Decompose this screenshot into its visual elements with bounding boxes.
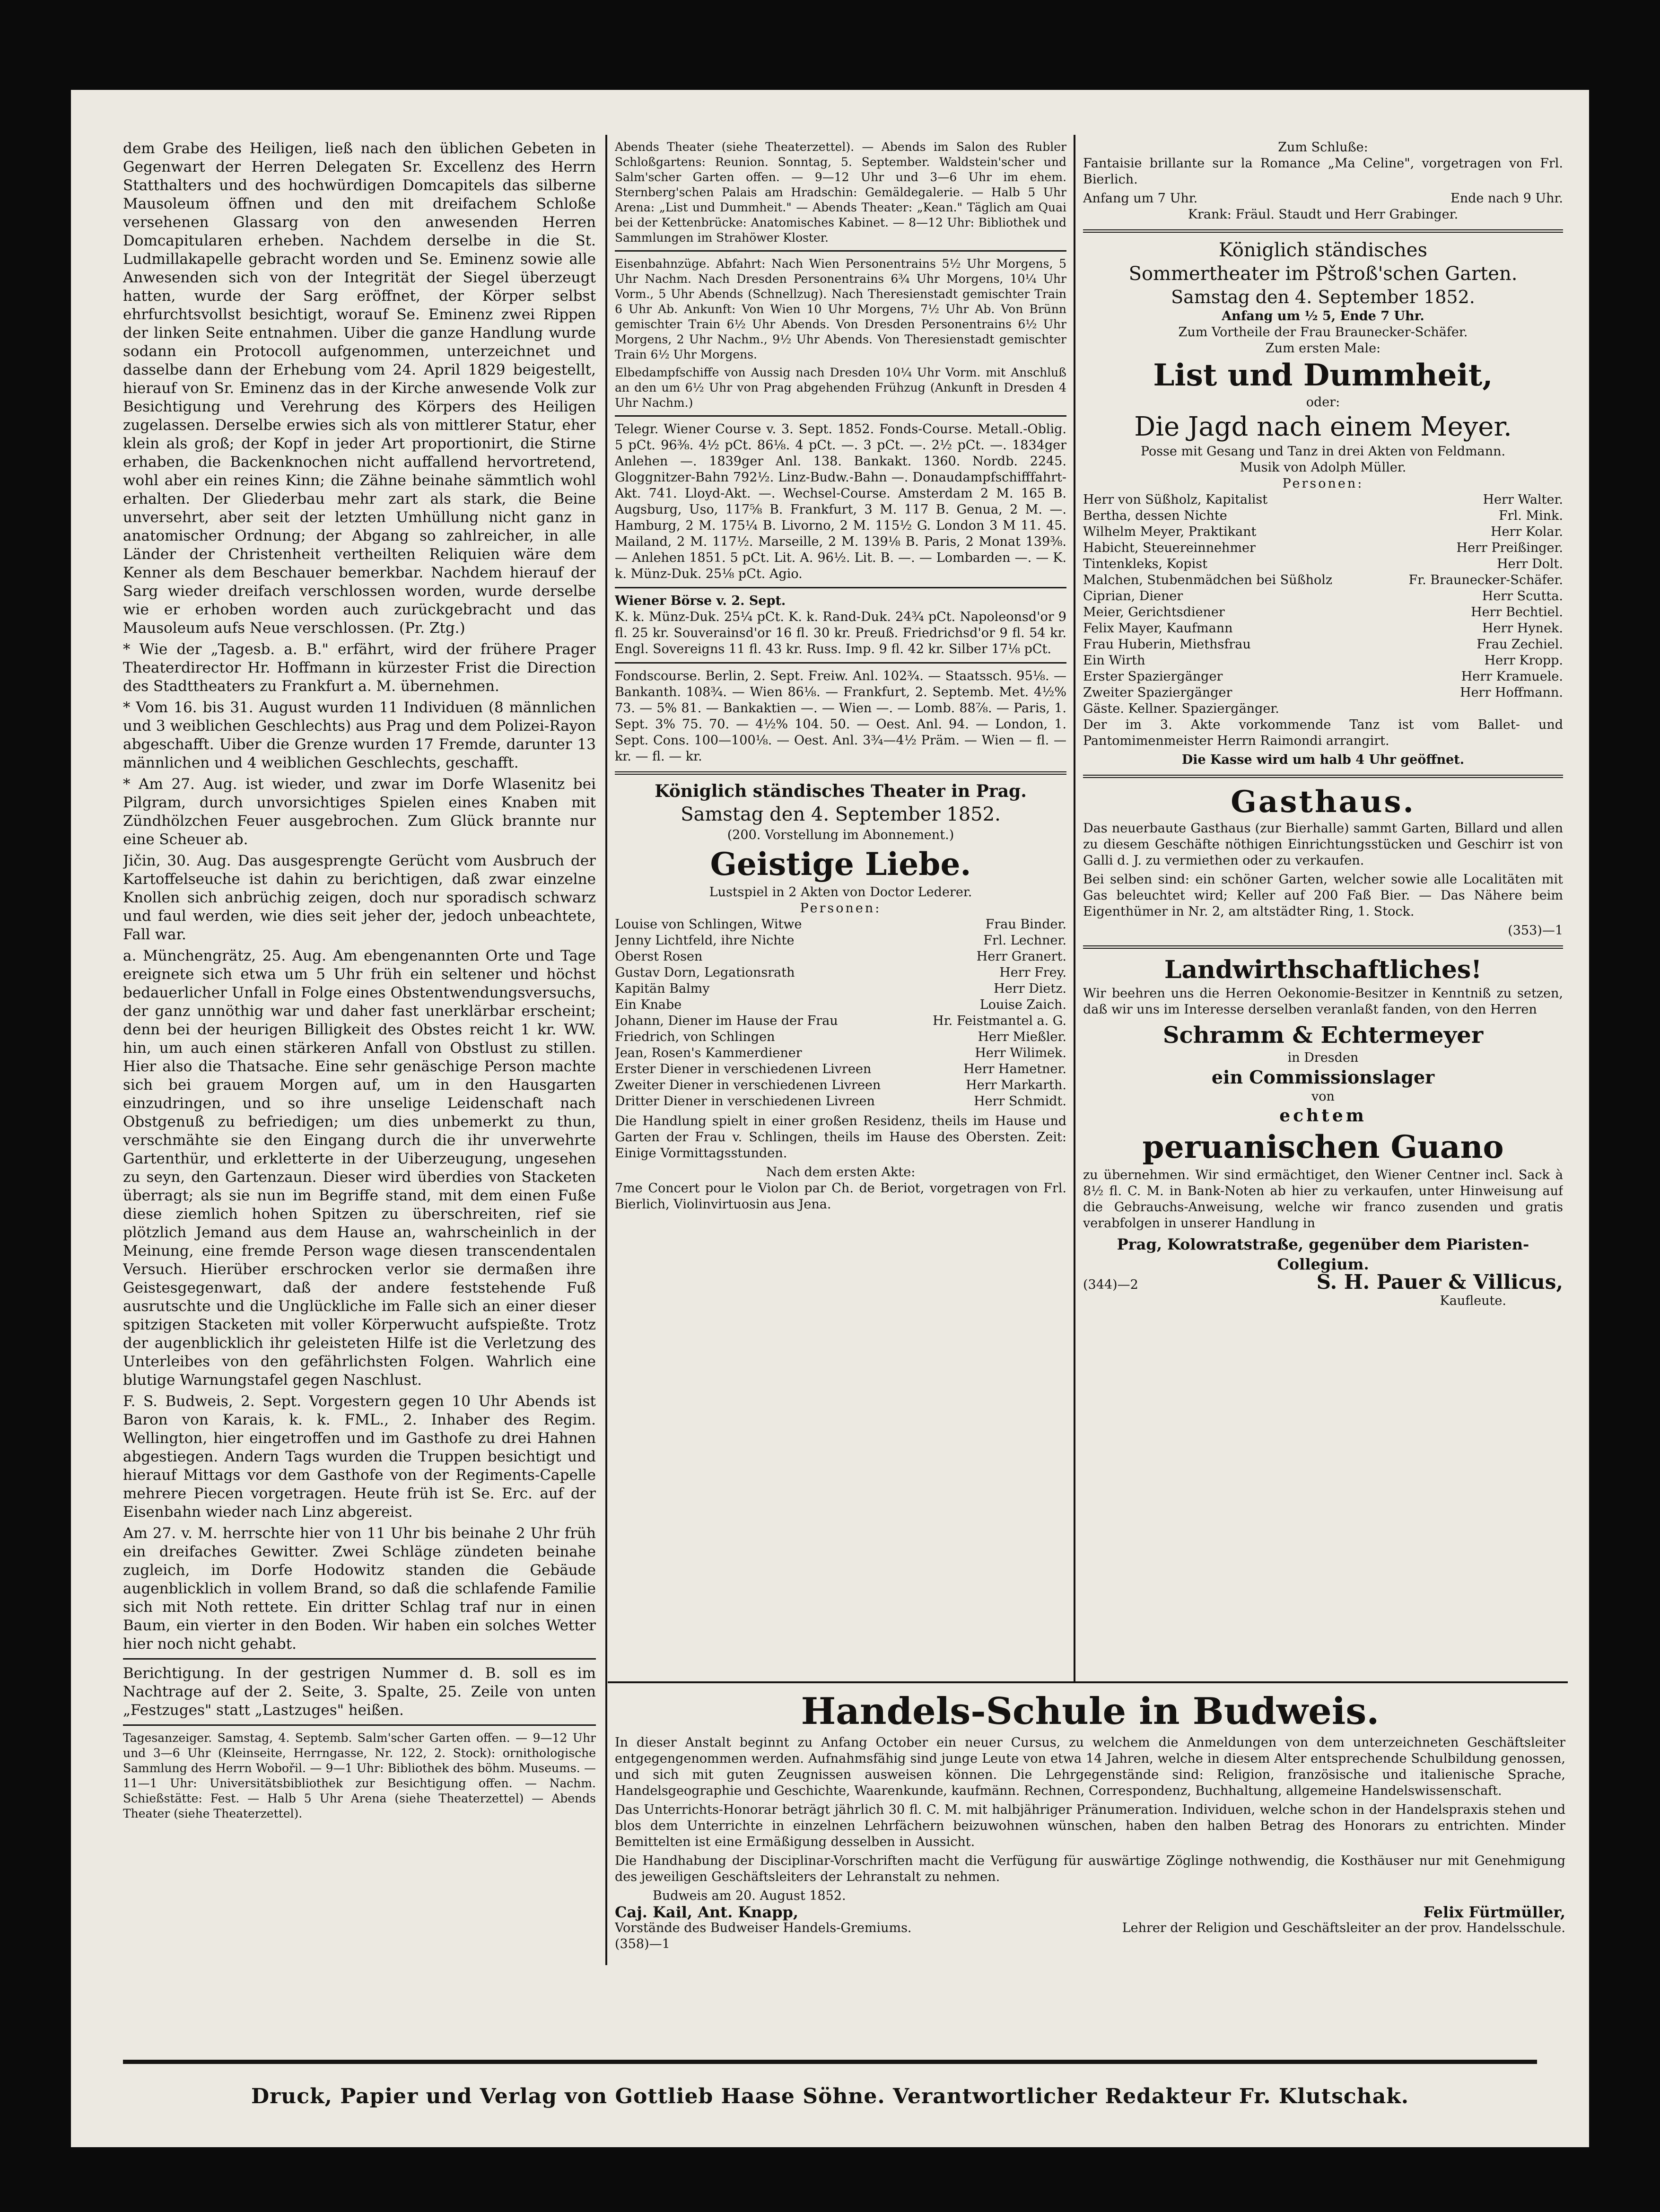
cast-row <box>1083 556 1563 572</box>
sommer-title: Königlich ständisches <box>1218 239 1427 261</box>
cast-role: Ciprian, Diener <box>1083 589 1183 603</box>
play-note: Die Handlung spielt in einer großen Residenz, theils im Hause und Garten der Frau v. Schlingen, theils im Hause des Obersten. Zeit: Einige Vormittagsstunden. <box>615 1114 1066 1161</box>
cast-role: Habicht, Steuereinnehmer <box>1083 541 1256 555</box>
column-1 <box>123 140 596 2055</box>
sommer-time: Anfang um ½ 5, Ende 7 Uhr. <box>1222 309 1424 323</box>
concert: 7me Concert pour le Violon par Ch. de Beriot, vorgetragen von Frl. Bierlich, Violinvirtuosin aus Jena. <box>615 1181 1066 1212</box>
double-divider <box>1083 773 1563 778</box>
divider <box>615 415 1066 417</box>
cast-row <box>1083 669 1563 685</box>
cast-role: Gustav Dorn, Legationsrath <box>615 965 795 980</box>
article-feuer: * Am 27. Aug. ist wieder, und zwar im Dorfe Wlasenitz bei Pilgram, durch unvorsichtiges Spielen eines Knaben mit Zündhölzchen Feuer ausgebrochen. Zum Glück brannte nur eine Scheuer ab. <box>123 776 596 848</box>
krank: Krank: Fräul. Staudt und Herr Grabinger. <box>1188 207 1459 222</box>
handels-title: Handels-Schule in Budweis. <box>801 1690 1380 1733</box>
erstes-mal: Zum ersten Male: <box>1265 341 1381 356</box>
cast-actor: Herr Frey. <box>999 965 1066 980</box>
handels-number: (358)—1 <box>615 1937 670 1951</box>
sig-left-names: Caj. Kail, Ant. Knapp, <box>615 1903 799 1921</box>
cast-row <box>1083 604 1563 621</box>
cast-actor: Herr Dietz. <box>994 981 1066 996</box>
cast-role: Jean, Rosen's Kammerdiener <box>615 1046 802 1060</box>
nach-akt: Nach dem ersten Akte: <box>766 1165 916 1180</box>
column-rule-left <box>605 135 607 1965</box>
gasthaus-text-2: Bei selben sind: ein schöner Garten, welcher sowie alle Localitäten mit Gas beleuchtet wird; Keller auf 200 Faß Bier. — Das Nähere beim Eigenthümer in Nr. 2, am altstädter Ring, 1. Stock. <box>1083 872 1563 919</box>
cast-actor: Herr Hametner. <box>963 1062 1066 1076</box>
cast-row <box>1083 492 1563 508</box>
cast-role: Ein Wirth <box>1083 653 1145 668</box>
sommer-benefit: Zum Vortheile der Frau Braunecker-Schäfer. <box>1178 325 1468 340</box>
cast-row <box>1083 685 1563 701</box>
cast-actor: Herr Kropp. <box>1484 653 1563 668</box>
cast-row <box>1083 508 1563 524</box>
theater-date: Samstag den 4. September 1852. <box>681 804 1001 825</box>
cast-row <box>615 933 1066 949</box>
cast-row <box>615 965 1066 981</box>
cast-actor: Herr Scutta. <box>1482 589 1563 603</box>
column-2 <box>615 140 1066 1679</box>
cast-actor: Herr Hynek. <box>1482 621 1563 636</box>
tagesanzeiger: Tagesanzeiger. Samstag, 4. Septemb. Salm'scher Garten offen. — 9—12 Uhr und 3—6 Uhr (Kleinseite, Herrngasse, Nr. 122, 2. Stock): ornithologische Sammlung des Herrn Wobořil. — 9—1 Uhr: Bibliothek des böhm. Museums. — 11—1 Uhr: Universitätsbibliothek zur Besichtigung offen. — Nachm. Schießstätte: Fest. — Halb 5 Uhr Arena (siehe Theaterzettel) — Abends Theater (siehe Theaterzettel). <box>123 1731 596 1820</box>
kaufleute: Kaufleute. <box>1440 1294 1506 1308</box>
sig-right-name: Felix Fürtmüller, <box>1423 1903 1565 1921</box>
cast-row <box>1083 588 1563 604</box>
double-divider <box>615 769 1066 775</box>
cast-actor: Herr Wilimek. <box>975 1046 1066 1060</box>
cast-row <box>1083 637 1563 653</box>
double-divider <box>1083 944 1563 949</box>
fondscourse: Fondscourse. Berlin, 2. Sept. Freiw. Anl. 102¾. — Staatssch. 95⅛. — Bankanth. 108¾. — Wien 86⅛. — Frankfurt, 2. Septemb. Met. 4½% 73. — 5% 81. — Bankaktien —. — Wien —. — Lomb. 88⅞. — Paris, 1. Sept. 3% 75. 70. — 4½% 104. 50. — Oest. Anl. 94. — London, 1. Sept. Cons. 100—100⅛. — Oest. Anl. 3¾—4½ Präm. — Wien — fl. — kr. — fl. — kr. <box>615 669 1066 764</box>
article-theater-direktor: * Wie der „Tagesb. a. B." erfährt, wird der frühere Prager Theaterdirector Hr. Hoffmann in kürzester Frist die Direction des Stadttheaters zu Frankfurt a. M. übernehmen. <box>123 641 596 695</box>
article-gewitter: Am 27. v. M. herrschte hier von 11 Uhr bis beinahe 2 Uhr früh ein dreifaches Gewitter. Zwei Schläge zündeten beinahe zugleich, im Dorfe Hodowitz standen die Gebäude augenblicklich in vollem Brand, so daß die schlafende Familie sich mit Noth rettete. Ein dritter Schlag traf nur in einen Baum, ein vierter in den Boden. Wir haben ein solches Wetter hier noch nicht gehabt. <box>123 1525 596 1652</box>
cast-role: Friedrich, von Schlingen <box>615 1030 775 1044</box>
handels-p3: Die Handhabung der Disciplinar-Vorschriften macht die Verfügung für auswärtige Zöglinge nothwendig, die Kosthäuser nur mit Genehmigung des jeweiligen Geschäftsleiters der Lehranstalt zu nehmen. <box>615 1854 1565 1884</box>
theater-title: Königlich ständisches Theater in Prag. <box>655 781 1027 801</box>
cast-row <box>1083 540 1563 556</box>
sig-right-title: Lehrer der Religion und Geschäftsleiter an der prov. Handelsschule. <box>1122 1921 1565 1935</box>
pauer-number: (344)—2 <box>1083 1277 1138 1292</box>
cast-row <box>1083 621 1563 637</box>
in-dresden: in Dresden <box>1287 1050 1359 1065</box>
wiener-boerse: K. k. Münz-Duk. 25¼ pCt. K. k. Rand-Duk. 24¾ pCt. Napoleonsd'or 9 fl. 25 kr. Souverainsd'or 16 fl. 30 kr. Preuß. Friedrichsd'or 9 fl. 54 kr. Engl. Sovereigns 11 fl. 43 kr. Russ. Imp. 9 fl. 42 kr. Silber 17⅛ pCt. <box>615 610 1066 656</box>
cast-row <box>1083 572 1563 588</box>
cast-role: Bertha, dessen Nichte <box>1083 508 1227 523</box>
column-rule-right <box>1074 135 1075 1681</box>
cast-role: Dritter Diener in verschiedenen Livreen <box>615 1094 875 1109</box>
article-reliquien: dem Grabe des Heiligen, ließ nach den üblichen Gebeten in Gegenwart der Herren Delegaten Sr. Excellenz des Herrn Statthalters und des hochwürdigen Domcapitels das silberne Mausoleum öffnen und den mit dreifachem Schloße versehenen Glassarg von den anwesenden Herren Domcapitularen erheben. Nachdem derselbe in die St. Ludmillakapelle gebracht worden und Se. Eminenz sowie alle Anwesenden sich von der Integrität der Siegel überzeugt hatten, wurde der Sarg eröffnet, der Körper selbst ehrfurchtsvollst besichtigt, worauf Se. Eminenz zwei Rippen der linken Seite entnahmen. Uiber die ganze Handlung wurde sodann ein Protocoll aufgenommen, unterzeichnet und dasselbe dann der Erhebung vom 24. April 1829 beigestellt, hierauf von Sr. Eminenz das in der Kirche anwesende Volk zur Besichtigung und Verehrung des Körpers des Heiligen zugelassen. Derselbe erwies sich als von mittlerer Statur, eher klein als groß; der Kopf in jeder Art proportionirt, die Stirne erhaben, die Backenknochen nicht auffallend hervortretend, wohl aber ein reines Kinn; die Zähne beinahe sämmtlich wohl erhalten. Der Gliederbau mehr zart als stark, die Beine unversehrt, aber seit der letzten Umhüllung nicht ganz in anatomischer Ordnung; der Abgang so zahlreicher, in alle Länder der Christenheit vertheilten Reliquien wäre dem Kenner als dem Beschauer bemerkbar. Nachdem hierauf der Sarg wieder dreifach verschlossen worden, wurde derselbe wie er erhoben worden auch zurückgebracht und das Mausoleum aufs Neue verschlossen. (Pr. Ztg.) <box>123 140 596 637</box>
divider <box>123 1724 596 1726</box>
fantaisie: Fantaisie brillante sur la Romance „Ma Celine", vorgetragen von Frl. Bierlich. <box>1083 156 1563 187</box>
sommer-date: Samstag den 4. September 1852. <box>1171 287 1475 307</box>
double-divider <box>1083 227 1563 233</box>
adresse: Prag, Kolowratstraße, gegenüber dem Piaristen-Collegium. <box>1117 1235 1529 1273</box>
play-title: Geistige Liebe. <box>710 846 971 883</box>
cast-row <box>615 997 1066 1013</box>
cast-actor: Frl. Mink. <box>1498 508 1563 523</box>
cast-role: Meier, Gerichtsdiener <box>1083 605 1225 620</box>
column-3 <box>1083 140 1563 1679</box>
theater-subtitle: (200. Vorstellung im Abonnement.) <box>727 828 954 842</box>
cast-row <box>615 1077 1066 1093</box>
divider <box>615 587 1066 588</box>
cast-actor: Herr Preißinger. <box>1456 541 1563 555</box>
handels-top-rule <box>608 1681 1568 1683</box>
cast-role: Ein Knabe <box>615 997 682 1012</box>
sommer-title-2: Sommertheater im Pštroß'schen Garten. <box>1128 263 1518 285</box>
echtem: echtem <box>1279 1106 1367 1126</box>
guano-title: peruanischen Guano <box>1142 1128 1504 1165</box>
cast-actor: Hr. Feistmantel a. G. <box>933 1014 1066 1028</box>
commission: ein Commissionslager <box>1211 1067 1435 1088</box>
oder: oder: <box>1306 395 1340 410</box>
divider <box>615 662 1066 664</box>
footer-rule-top <box>123 2060 1537 2064</box>
zum-schluss: Zum Schluße: <box>1278 140 1368 155</box>
cast-role: Louise von Schlingen, Witwe <box>615 917 802 932</box>
pauer-name: S. H. Pauer & Villicus, <box>1316 1270 1563 1294</box>
cast-row <box>615 1045 1066 1061</box>
signature-right <box>1109 1904 1565 1952</box>
cast-role: Herr von Süßholz, Kapitalist <box>1083 492 1268 507</box>
cast-row <box>1083 524 1563 540</box>
cast-actor: Fr. Braunecker-Schäfer. <box>1408 573 1563 587</box>
cast-actor: Louise Zaich. <box>979 997 1066 1012</box>
article-abgeschafft: * Vom 16. bis 31. August wurden 11 Individuen (8 männlichen und 3 weiblichen Geschlechts) aus Prag und dem Polizei-Rayon abgeschafft. Uiber die Grenze wurden 17 Fremde, darunter 13 männlichen und 4 weiblichen Geschlechts, geschafft. <box>123 699 596 771</box>
cast-actor: Herr Granert. <box>976 949 1066 964</box>
cast-row <box>615 917 1066 933</box>
signature-left <box>615 1904 1071 1952</box>
play1-title: List und Dummheit, <box>1153 358 1493 393</box>
gaeste: Gäste. Kellner. Spaziergänger. <box>1083 701 1279 716</box>
cast-actor: Herr Mießler. <box>978 1030 1066 1044</box>
cast-row <box>615 949 1066 965</box>
cast-row <box>615 1061 1066 1077</box>
signatures <box>615 1904 1565 1952</box>
cast-role: Oberst Rosen <box>615 949 703 964</box>
cast-role: Kapitän Balmy <box>615 981 710 996</box>
cast-actor: Herr Bechtiel. <box>1471 605 1563 620</box>
cast-actor: Herr Markarth. <box>966 1078 1066 1093</box>
cast-actor: Herr Walter. <box>1483 492 1563 507</box>
tanz-note: Der im 3. Akte vorkommende Tanz ist vom Ballet- und Pantomimenmeister Herrn Raimondi arrangirt. <box>1083 717 1563 748</box>
wiener-boerse-title: Wiener Börse v. 2. Sept. <box>615 594 786 608</box>
cast-role: Erster Diener in verschiedenen Livreen <box>615 1062 872 1076</box>
personen-heading: Personen: <box>800 901 882 916</box>
cast-role: Frau Huberin, Miethsfrau <box>1083 637 1251 652</box>
cast-actor: Herr Hoffmann. <box>1460 685 1563 700</box>
cast-actor: Herr Kolar. <box>1491 525 1563 539</box>
cast-role: Zweiter Spaziergänger <box>1083 685 1232 700</box>
imprint-footer: Druck, Papier und Verlag von Gottlieb Haase Söhne. Verantwortlicher Redakteur Fr. Klutschak. <box>251 2084 1409 2108</box>
cast-row <box>615 1029 1066 1045</box>
cast-actor: Frau Binder. <box>985 917 1066 932</box>
tagesanzeiger-continued: Abends Theater (siehe Theaterzettel). — Abends im Salon des Rubler Schloßgartens: Reunion. Sonntag, 5. September. Waldstein'scher und Salm'scher Garten offen. — 9—12 Uhr und 3—6 Uhr im ehem. Sternberg'schen Palais am Hradschin: Gemäldegalerie. — Halb 5 Uhr Arena: „List und Dummheit." — Abends Theater: „Kean." Täglich am Quai bei der Kettenbrücke: Anatomisches Kabinet. — 8—12 Uhr: Bibliothek und Sammlungen im Strahöwer Kloster. <box>615 140 1066 245</box>
von: von <box>1311 1089 1335 1104</box>
cast-actor: Herr Schmidt. <box>974 1094 1066 1109</box>
anfang: Anfang um 7 Uhr. <box>1083 191 1198 206</box>
cast-row <box>615 1093 1066 1110</box>
cast-role: Tintenkleks, Kopist <box>1083 557 1207 571</box>
eisenbahnzuege: Eisenbahnzüge. Abfahrt: Nach Wien Personentrains 5½ Uhr Morgens, 5 Uhr Nachm. Nach Dresden Personentrains 6¾ Uhr Morgens, 10¼ Uhr Vorm., 5 Uhr Abends (Schnellzug). Nach Theresienstadt gemischter Train 6 Uhr Ab. Ankunft: Von Wien 10 Uhr Morgens, 7½ Uhr Ab. Von Brünn gemischter Train 6½ Uhr Abends. Von Dresden Personentrains 6½ Uhr Morgens, 2 Uhr Nachm., 9½ Uhr Abends. Von Theresienstadt gemischter Train 6½ Uhr Morgens. <box>615 257 1066 361</box>
divider <box>615 250 1066 252</box>
handels-schule <box>615 1688 1565 2057</box>
ende: Ende nach 9 Uhr. <box>1450 191 1563 206</box>
cast-role: Felix Mayer, Kaufmann <box>1083 621 1233 636</box>
gasthaus-title: Gasthaus. <box>1231 784 1415 820</box>
article-jicin: Jičin, 30. Aug. Das ausgesprengte Gerücht vom Ausbruch der Kartoffelseuche ist dahin zu berichtigen, daß zwar einzelne Knollen sich anbrüchig zeigen, doch nur sporadisch schwarz und faul werden, wie dies seit jeher der, jedoch unbeachtete, Fall war. <box>123 852 596 943</box>
cast-actor: Frau Zechiel. <box>1477 637 1563 652</box>
cast-role: Johann, Diener im Hause der Frau <box>615 1014 838 1028</box>
cast-actor: Herr Kramuele. <box>1461 669 1563 684</box>
handels-p2: Das Unterrichts-Honorar beträgt jährlich 30 fl. C. M. mit halbjähriger Pränumeration. Individuen, welche schon in der Handelspraxis stehen und blos dem Unterrichte in einzelnen Lehrfächern beizuwohnen wünschen, haben den halben Betrag des Honorars zu entrichten. Minder Bemittelten ist eine Ermäßigung desselben in Aussicht. <box>615 1802 1565 1849</box>
cast-role: Jenny Lichtfeld, ihre Nichte <box>615 933 795 948</box>
cast-row <box>615 981 1066 997</box>
gasthaus-number: (353)—1 <box>1508 923 1563 938</box>
wiener-course: Telegr. Wiener Course v. 3. Sept. 1852. Fonds-Course. Metall.-Oblig. 5 pCt. 96⅜. 4½ pCt. 86⅛. 4 pCt. —. 3 pCt. —. 2½ pCt. —. 1834ger Anlehen —. 1839ger Anl. 138. Bankakt. 1360. Nordb. 2245. Gloggnitzer-Bahn 792½. Linz-Budw.-Bahn —. Donaudampfschifffahrt-Akt. 741. Lloyd-Akt. —. Wechsel-Course. Amsterdam 2 M. 165 B. Augsburg, Uso, 117⅝ B. Frankfurt, 3 M. 117 B. Genua, 2 M. —. Hamburg, 2 M. 175¼ B. Livorno, 2 M. 115½ G. London 3 M 11. 45. Mailand, 2 M. 117½. Marseille, 2 M. 139⅛ B. Paris, 2 Monat 139⅜. — Anlehen 1851. 5 pCt. Lit. A. 96½. Lit. B. —. — Lombarden —. — K. k. Münz-Duk. 25⅛ pCt. Agio. <box>615 422 1066 581</box>
cast-actor: Frl. Lechner. <box>983 933 1066 948</box>
cast-role: Wilhelm Meyer, Praktikant <box>1083 525 1257 539</box>
guano-text: zu übernehmen. Wir sind ermächtiget, den Wiener Centner incl. Sack à 8½ fl. C. M. in Bank-Noten ab hier zu verkaufen, unter Hinweisung auf die Gebrauchs-Anweisung, welche wir franco zusenden und gratis verabfolgen in unserer Handlung in <box>1083 1168 1563 1231</box>
sig-left-title: Vorstände des Budweiser Handels-Gremiums. <box>615 1921 912 1935</box>
kasse: Die Kasse wird um halb 4 Uhr geöffnet. <box>1181 752 1465 767</box>
cast-role: Malchen, Stubenmädchen bei Süßholz <box>1083 573 1333 587</box>
handels-date: Budweis am 20. August 1852. <box>653 1889 846 1903</box>
cast-row <box>1083 653 1563 669</box>
play2-subtitle: Posse mit Gesang und Tanz in drei Akten von Feldmann. <box>1140 444 1506 459</box>
pauer-row <box>1083 1270 1563 1294</box>
article-budweis: F. S. Budweis, 2. Sept. Vorgestern gegen 10 Uhr Abends ist Baron von Karais, k. k. FML., 2. Inhaber des Regim. Wellington, hier eingetroffen und im Gasthofe zu drei Hahnen abgestiegen. Andern Tags wurden die Truppen besichtigt und hierauf Mittags vor dem Gasthofe von der Regiments-Capelle mehrere Piecen vorgetragen. Heute früh ist Se. Erc. auf der Eisenbahn wieder nach Linz abgereist. <box>123 1393 596 1521</box>
handels-p1: In dieser Anstalt beginnt zu Anfang October ein neuer Cursus, zu welchem die Anmeldungen von dem unterzeichneten Geschäftsleiter entgegengenommen werden. Aufnahmsfähig sind junge Leute von etwa 14 Jahren, welche in diesem Alter entsprechende Schulbildung genossen, und sich mit guten Zeugnissen ausweisen können. Die Lehrgegenstände sind: Religion, französische und italienische Sprache, Handelsgeographie und Geschichte, Waarenkunde, kaufmänn. Rechnen, Correspondenz, Buchhaltung, allgemeine Handelswissenschaft. <box>615 1735 1565 1798</box>
landw-text: Wir beehren uns die Herren Oekonomie-Besitzer in Kenntniß zu setzen, daß wir uns im Interesse derselben veranlaßt fanden, von den Herren <box>1083 986 1563 1017</box>
gasthaus-text: Das neuerbaute Gasthaus (zur Bierhalle) sammt Garten, Billard und allen zu diesem Geschäfte nöthigen Einrichtungsstücken und Geschirr ist von Galli d. J. zu vermiethen oder zu verkaufen. <box>1083 821 1563 868</box>
divider <box>123 1658 596 1660</box>
play2-title: Die Jagd nach einem Meyer. <box>1134 411 1512 442</box>
newspaper-page <box>71 90 1589 2147</box>
anfang-ende-row <box>1083 191 1563 207</box>
cast-role: Zweiter Diener in verschiedenen Livreen <box>615 1078 881 1093</box>
landw-title: Landwirthschaftliches! <box>1164 955 1482 984</box>
firma-name: Schramm & Echtermeyer <box>1162 1022 1484 1049</box>
play-subtitle: Lustspiel in 2 Akten von Doctor Lederer. <box>709 885 972 900</box>
cast-table <box>1083 492 1563 701</box>
personen-heading: Personen: <box>1282 476 1364 491</box>
musik: Musik von Adolph Müller. <box>1240 460 1407 475</box>
article-muenchengraetz: a. Münchengrätz, 25. Aug. Am ebengenannten Orte und Tage ereignete sich etwa um 5 Uhr früh ein seltener und höchst bedauerlicher Unfall in Folge eines Obstentwendungsversuchs, der ganz unnöthig war und daher fast unerklärbar erscheint; denn bei der heurigen Billigkeit des Obstes reicht 1 kr. WW. hin, um auch einen stärkeren Anfall von Obstlust zu stillen. Hier also die Thatsache. Eine sehr genäschige Person machte sich bei grauem Morgen auf, um in den Hausgarten einzudringen, und so ihre unselige Leidenschaft nach Obstgenuß zu befriedigen; um dies unbemerkt zu thun, verschmähte sie den Eingang durch die ihr unverwehrte Gartenthür, und erkletterte in der Uiberzeugung, ungesehen zu seyn, den Gartenzaun. Dieser wird überdies von Stacketen überragt; als sie nun im Begriffe stand, mit dem einen Fuße diese ziemlich hohen Spitzen zu überschreiten, rief sie plötzlich Jemand aus dem Hause an, wahrscheinlich in der Meinung, eine fremde Person wage diesen transcendentalen Versuch. Hierüber erschrocken verlor sie dermaßen ihre Geistesgegenwart, daß der andere feststehende Fuß ausrutschte und die Unglückliche im Falle sich an einer dieser spitzigen Stacketen mit voller Körperwucht aufspießte. Trotz der augenblicklich ihr geleisteten Hilfe ist die Verletzung des Unterleibes von den gefährlichsten Folgen. Wahrlich eine blutige Warnungstafel gegen Naschlust. <box>123 947 596 1389</box>
elbedampfschiffe: Elbedampfschiffe von Aussig nach Dresden 10¼ Uhr Vorm. mit Anschluß an den um 6½ Uhr von Prag abgehenden Frühzug (Ankunft in Dresden 4 Uhr Nachm.) <box>615 366 1066 410</box>
berichtigung: Berichtigung. In der gestrigen Nummer d. B. soll es im Nachtrage auf der 2. Seite, 3. Spalte, 25. Zeile von unten „Festzuges" statt „Lastzuges" heißen. <box>123 1665 596 1719</box>
cast-actor: Herr Dolt. <box>1497 557 1563 571</box>
cast-row <box>615 1013 1066 1029</box>
cast-role: Erster Spaziergänger <box>1083 669 1223 684</box>
cast-table <box>615 917 1066 1110</box>
